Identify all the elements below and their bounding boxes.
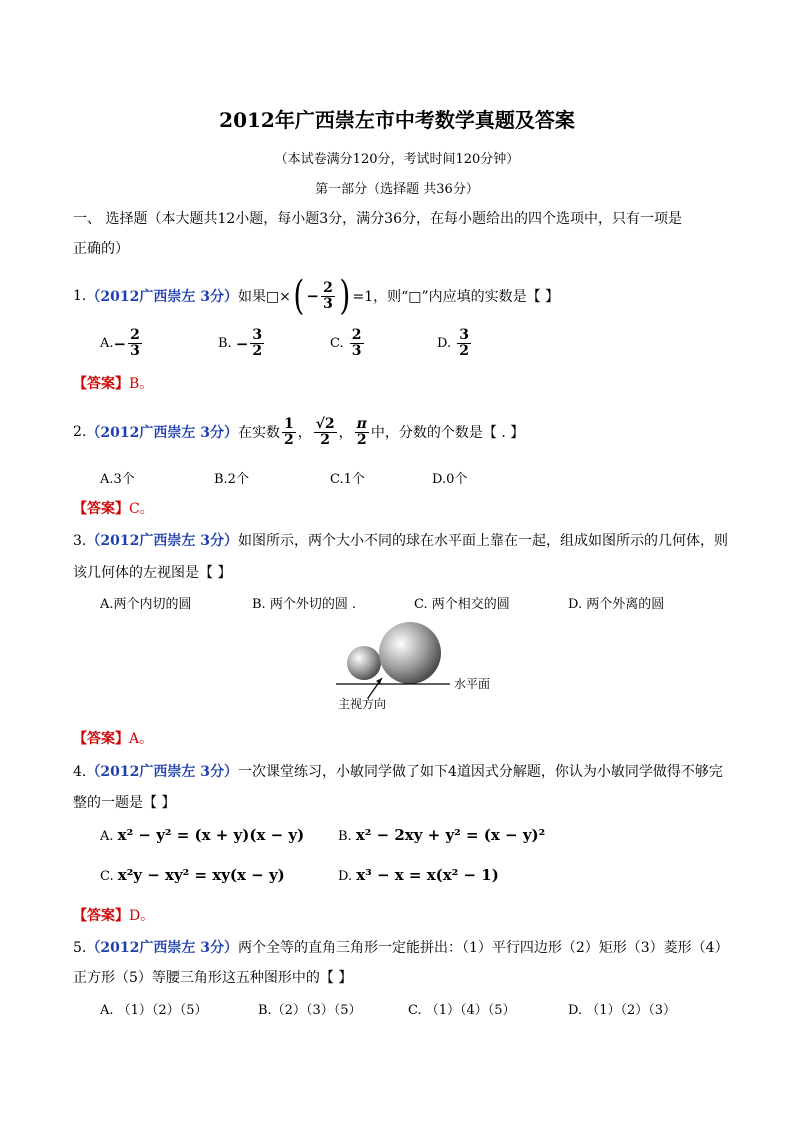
option-d <box>437 328 473 359</box>
option-label: D. <box>338 869 353 884</box>
question-source: （2012广西崇左 3分） <box>86 764 238 780</box>
question-4 <box>73 761 723 781</box>
option-label: D. <box>437 336 452 351</box>
answer-label: 【答案】 <box>73 908 129 924</box>
question-5-cont: 正方形（5）等腰三角形这五种图形中的【 】 <box>73 970 353 986</box>
fraction <box>250 328 264 359</box>
answer-3 <box>73 728 153 748</box>
answer-label: 【答案】 <box>73 501 129 517</box>
fraction-numerator: π <box>356 415 367 432</box>
answer-2 <box>73 498 154 518</box>
question-text: 如果□× <box>237 289 291 305</box>
option-a <box>100 826 304 844</box>
option-d: D. （1）（2）（3） <box>568 1003 677 1018</box>
fraction-numerator: 3 <box>459 327 469 343</box>
fraction-numerator: 2 <box>351 327 362 343</box>
part-heading: 第一部分（选择题 共36分） <box>315 182 479 197</box>
question-text: 在实数 <box>237 425 280 441</box>
fraction-numerator: 3 <box>252 327 263 343</box>
separator: ， <box>297 425 312 441</box>
question-text: =1，则“□”内应填的实数是【 】 <box>352 289 560 305</box>
fraction-denominator: 2 <box>320 431 331 448</box>
question-source: （2012广西崇左 3分） <box>86 289 238 305</box>
option-a: A. （1）（2）（5） <box>100 1003 208 1018</box>
option-expression: x³ − x = x(x² − 1) <box>356 866 499 884</box>
question-number: 3. <box>73 533 87 549</box>
large-sphere <box>379 622 441 684</box>
section-instructions: 一、 选择题（本大题共12小题，每小题3分，满分36分，在每小题给出的四个选项中，只有一项是 <box>73 211 682 227</box>
fraction <box>355 417 369 448</box>
minus-sign: − <box>306 287 320 305</box>
question-2 <box>73 412 524 452</box>
option-sign: − <box>113 334 127 353</box>
option-c: C. 两个相交的圆 <box>414 597 510 612</box>
answer-value: A。 <box>129 731 154 747</box>
small-sphere <box>347 646 381 680</box>
plane-label: 水平面 <box>454 677 491 691</box>
option-c: C. （1）（4）（5） <box>408 1003 516 1018</box>
fraction <box>321 281 335 312</box>
question-3 <box>73 530 728 550</box>
question-1 <box>73 273 560 319</box>
option-b <box>218 328 266 359</box>
answer-value: D。 <box>129 908 155 924</box>
answer-1 <box>73 373 153 393</box>
fraction-denominator: 3 <box>130 343 140 359</box>
fraction-numerator: 2 <box>323 279 333 296</box>
option-b: B.2个 <box>214 472 249 487</box>
option-d: D.0个 <box>432 472 468 487</box>
question-text: 两个全等的直角三角形一定能拼出：（1）平行四边形（2）矩形（3）菱形（4） <box>237 940 729 956</box>
option-b: B. 两个外切的圆 . <box>252 597 357 612</box>
fraction-denominator: 3 <box>351 343 362 359</box>
option-a: A.3个 <box>100 472 135 487</box>
fraction-denominator: 2 <box>283 431 294 448</box>
fraction-numerator: 1 <box>283 415 294 432</box>
fraction-denominator: 2 <box>459 343 469 359</box>
question-3-cont: 该几何体的左视图是【 】 <box>73 565 232 581</box>
question-number: 4. <box>73 764 87 780</box>
fraction <box>314 417 337 448</box>
option-label: C. <box>100 869 114 884</box>
option-label: C. <box>330 336 344 351</box>
option-b: B.（2）（3）（5） <box>258 1003 362 1018</box>
exam-info: （本试卷满分120分，考试时间120分钟） <box>274 152 520 167</box>
answer-value: B。 <box>129 376 154 392</box>
question-5 <box>73 937 729 957</box>
option-a <box>100 328 144 359</box>
question-text: 如图所示，两个大小不同的球在水平面上靠在一起，组成如图所示的几何体，则 <box>237 533 728 549</box>
question-text: 中，分数的个数是【 . 】 <box>370 425 525 441</box>
option-c: C.1个 <box>330 472 365 487</box>
fraction <box>457 328 471 359</box>
option-a: A.两个内切的圆 <box>100 597 192 612</box>
left-paren: ( <box>293 273 305 319</box>
fraction-numerator: 2 <box>130 327 140 343</box>
separator: ， <box>338 425 353 441</box>
question-source: （2012广西崇左 3分） <box>86 533 238 549</box>
fraction <box>128 328 142 359</box>
fraction-denominator: 2 <box>356 431 367 448</box>
fraction-denominator: 3 <box>323 295 333 312</box>
option-expression: x² − y² = (x + y)(x − y) <box>117 826 305 844</box>
answer-4 <box>73 905 154 925</box>
option-sign: − <box>235 334 249 353</box>
fraction-denominator: 2 <box>252 343 263 359</box>
question-4-cont: 整的一题是【 】 <box>73 795 176 811</box>
option-c <box>330 328 366 359</box>
answer-label: 【答案】 <box>73 376 129 392</box>
answer-value: C。 <box>129 501 154 517</box>
fraction <box>282 417 296 448</box>
question-number: 1. <box>73 288 87 304</box>
option-label: B. <box>218 336 232 351</box>
question-source: （2012广西崇左 3分） <box>86 940 238 956</box>
question-number: 2. <box>73 424 87 440</box>
arrow-head-icon <box>376 678 382 684</box>
two-spheres-figure <box>330 614 510 714</box>
option-d <box>338 866 499 884</box>
option-d: D. 两个外离的圆 <box>568 597 665 612</box>
page-title: 2012年广西崇左市中考数学真题及答案 <box>219 108 575 132</box>
fraction <box>350 328 364 359</box>
option-label: B. <box>338 829 352 844</box>
option-expression: x² − 2xy + y² = (x − y)² <box>355 826 546 844</box>
option-label: A. <box>100 829 114 844</box>
option-b <box>338 826 545 844</box>
answer-label: 【答案】 <box>73 731 129 747</box>
question-source: （2012广西崇左 3分） <box>86 425 238 441</box>
fraction-numerator: √2 <box>315 415 335 432</box>
right-paren: ) <box>339 273 351 319</box>
option-c <box>100 866 285 884</box>
section-instructions-cont: 正确的） <box>73 241 129 257</box>
option-expression: x²y − xy² = xy(x − y) <box>117 866 285 884</box>
question-text: 一次课堂练习，小敏同学做了如下4道因式分解题，你认为小敏同学做得不够完 <box>237 764 723 780</box>
question-number: 5. <box>73 940 87 956</box>
view-direction-label: 主视方向 <box>338 697 387 711</box>
option-label: A. <box>100 336 114 351</box>
